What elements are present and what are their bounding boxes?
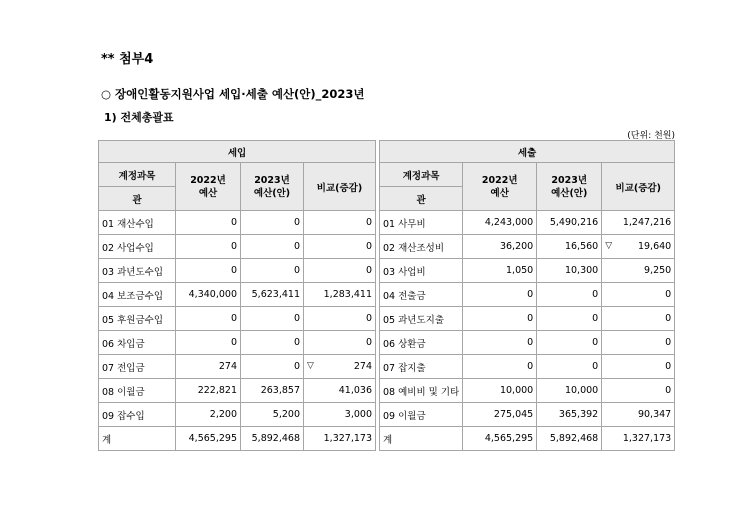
budget-diff <box>304 379 376 403</box>
expense-heading: 세출 <box>380 141 675 163</box>
account-name <box>380 307 463 331</box>
budget-2023-value: 5,892,468 <box>549 433 599 444</box>
account-name <box>380 211 463 235</box>
account-name-value: 06 차입금 <box>102 338 145 350</box>
account-name <box>99 355 176 379</box>
budget-2022-value: 0 <box>230 241 237 252</box>
account-name <box>99 283 176 307</box>
expense-table <box>379 140 675 451</box>
budget-2022-value: 0 <box>230 217 237 228</box>
account-name <box>99 235 176 259</box>
budget-2023-value: 5,623,411 <box>251 289 300 300</box>
budget-2022-value: 4,565,295 <box>188 433 237 444</box>
budget-diff-value: 0 <box>665 337 672 348</box>
expense-col-diff: 비교(증감) <box>602 163 675 211</box>
budget-diff <box>304 235 376 259</box>
budget-diff-value: 0 <box>665 313 672 324</box>
budget-diff <box>304 427 376 451</box>
budget-2023-value: 263,857 <box>260 385 300 396</box>
account-name-value: 03 과년도수입 <box>102 266 163 278</box>
budget-2023-value: 10,000 <box>564 385 599 396</box>
budget-diff <box>602 331 675 355</box>
table-row <box>380 331 675 355</box>
table-row <box>99 283 376 307</box>
income-col-account: 계정과목 <box>99 163 176 187</box>
budget-2022 <box>463 211 537 235</box>
budget-2023-value: 10,300 <box>564 265 599 276</box>
budget-2023 <box>537 355 602 379</box>
budget-2022 <box>463 403 537 427</box>
account-name <box>380 427 463 451</box>
budget-2022 <box>463 259 537 283</box>
budget-2022-value: 0 <box>230 313 237 324</box>
budget-diff <box>304 307 376 331</box>
budget-2022-value: 222,821 <box>197 385 237 396</box>
account-name-value: 05 후원금수입 <box>102 314 163 326</box>
table-row <box>99 211 376 235</box>
budget-2023-value: 0 <box>592 289 599 300</box>
budget-2023 <box>241 283 304 307</box>
account-name <box>99 403 176 427</box>
attachment-label: ** 첨부4 <box>101 52 154 67</box>
account-name <box>380 259 463 283</box>
expense-col-2022: 2022년 예산 <box>463 163 537 211</box>
account-name-value: 08 이월금 <box>102 386 145 398</box>
budget-diff <box>602 355 675 379</box>
account-name <box>99 211 176 235</box>
budget-diff <box>304 331 376 355</box>
table-row <box>380 355 675 379</box>
budget-diff-value: 41,036 <box>338 385 372 396</box>
budget-diff-value: 1,327,173 <box>323 433 372 444</box>
table-row <box>99 355 376 379</box>
account-name-value: 06 상환금 <box>383 338 426 350</box>
budget-2023-value: 0 <box>592 361 599 372</box>
account-name-value: 07 전입금 <box>102 362 145 374</box>
budget-2023 <box>241 355 304 379</box>
budget-2022 <box>463 235 537 259</box>
budget-2022-value: 2,200 <box>209 409 237 420</box>
budget-2023 <box>241 379 304 403</box>
budget-2023-value: 0 <box>592 313 599 324</box>
unit-note: (단위: 천원) <box>627 131 675 141</box>
budget-diff-value: 90,347 <box>637 409 672 420</box>
budget-diff <box>602 235 675 259</box>
account-name-value: 04 보조금수입 <box>102 290 163 302</box>
budget-diff <box>304 355 376 379</box>
decrease-triangle-icon: ▽ <box>605 241 613 251</box>
budget-2023 <box>537 427 602 451</box>
budget-diff-value: 19,640 <box>637 241 672 252</box>
budget-diff <box>602 307 675 331</box>
table-row <box>380 403 675 427</box>
section-title: 1) 전체총괄표 <box>104 111 174 124</box>
budget-2022 <box>176 427 241 451</box>
account-name-value: 04 전출금 <box>383 290 426 302</box>
budget-2023 <box>241 331 304 355</box>
budget-2022-value: 0 <box>527 313 534 324</box>
budget-2023 <box>537 331 602 355</box>
budget-diff-value: 9,250 <box>644 265 672 276</box>
table-row <box>99 427 376 451</box>
budget-diff <box>602 283 675 307</box>
budget-2022-value: 4,565,295 <box>484 433 534 444</box>
income-col-sub: 관 <box>99 187 176 211</box>
budget-2022-value: 0 <box>230 337 237 348</box>
budget-diff-value: 3,000 <box>344 409 372 420</box>
account-name-value: 09 잡수입 <box>102 410 145 422</box>
budget-2023-value: 0 <box>293 217 300 228</box>
budget-2022-value: 1,050 <box>506 265 534 276</box>
budget-2023-value: 0 <box>293 313 300 324</box>
budget-2022-value: 4,340,000 <box>188 289 237 300</box>
budget-diff-value: 0 <box>365 217 372 228</box>
budget-2022-value: 0 <box>527 337 534 348</box>
income-table <box>98 140 376 451</box>
table-row <box>380 379 675 403</box>
budget-2022-value: 0 <box>230 265 237 276</box>
account-name-value: 05 과년도지출 <box>383 314 444 326</box>
income-col-2022: 2022년 예산 <box>176 163 241 211</box>
table-row <box>99 307 376 331</box>
budget-diff-value: 0 <box>365 265 372 276</box>
budget-2023 <box>241 259 304 283</box>
budget-2023 <box>241 403 304 427</box>
budget-2023-value: 0 <box>293 241 300 252</box>
budget-2022 <box>176 259 241 283</box>
expense-col-sub: 관 <box>380 187 463 211</box>
budget-2022 <box>463 427 537 451</box>
table-row <box>99 403 376 427</box>
budget-diff <box>602 403 675 427</box>
budget-2023-value: 5,892,468 <box>251 433 300 444</box>
account-name <box>99 259 176 283</box>
budget-2023 <box>241 211 304 235</box>
budget-diff <box>304 211 376 235</box>
account-name-value: 07 잡지출 <box>383 362 426 374</box>
table-row <box>380 283 675 307</box>
budget-diff-value: 0 <box>365 313 372 324</box>
account-name-value: 08 예비비 및 기타 <box>383 386 460 398</box>
budget-diff <box>602 379 675 403</box>
budget-2022 <box>463 283 537 307</box>
table-row <box>380 427 675 451</box>
budget-diff <box>602 211 675 235</box>
budget-2022 <box>463 331 537 355</box>
document-title: ○ 장애인활동지원사업 세입·세출 예산(안)_2023년 <box>101 87 365 101</box>
budget-2022-value: 10,000 <box>499 385 534 396</box>
budget-2023 <box>537 403 602 427</box>
account-name <box>380 355 463 379</box>
table-row <box>99 259 376 283</box>
budget-diff <box>304 259 376 283</box>
budget-2023 <box>537 235 602 259</box>
budget-diff <box>304 403 376 427</box>
budget-2023-value: 5,200 <box>272 409 300 420</box>
budget-2022 <box>463 379 537 403</box>
account-name-value: 03 사업비 <box>383 266 426 278</box>
table-row <box>99 331 376 355</box>
budget-2023-value: 0 <box>592 337 599 348</box>
budget-2022-value: 0 <box>527 361 534 372</box>
expense-rows <box>380 211 675 451</box>
budget-2023 <box>537 283 602 307</box>
budget-2022 <box>176 307 241 331</box>
budget-diff-value: 0 <box>665 289 672 300</box>
account-name-value: 09 이월금 <box>383 410 426 422</box>
account-name-value: 계 <box>383 434 393 446</box>
decrease-triangle-icon: ▽ <box>307 361 314 371</box>
budget-diff-value: 0 <box>365 337 372 348</box>
income-rows <box>99 211 376 451</box>
budget-2022 <box>176 403 241 427</box>
budget-2023-value: 365,392 <box>558 409 599 420</box>
budget-2023-value: 5,490,216 <box>549 217 599 228</box>
budget-diff <box>602 259 675 283</box>
table-row <box>380 211 675 235</box>
account-name <box>99 427 176 451</box>
budget-diff-value: 1,327,173 <box>622 433 672 444</box>
table-row <box>99 235 376 259</box>
expense-col-account: 계정과목 <box>380 163 463 187</box>
budget-2022-value: 36,200 <box>499 241 534 252</box>
budget-2023-value: 16,560 <box>564 241 599 252</box>
table-row <box>380 307 675 331</box>
account-name <box>380 235 463 259</box>
budget-2023 <box>241 307 304 331</box>
expense-col-2023: 2023년 예산(안) <box>537 163 602 211</box>
budget-2022-value: 4,243,000 <box>484 217 534 228</box>
budget-diff-value: 0 <box>665 361 672 372</box>
account-name-value: 01 사무비 <box>383 218 426 230</box>
table-row <box>380 259 675 283</box>
account-name-value: 계 <box>102 434 112 446</box>
account-name <box>380 403 463 427</box>
budget-2023 <box>537 307 602 331</box>
budget-2023-value: 0 <box>293 265 300 276</box>
budget-2022-value: 0 <box>527 289 534 300</box>
budget-2022 <box>176 283 241 307</box>
budget-2023 <box>241 427 304 451</box>
budget-2023-value: 0 <box>293 337 300 348</box>
budget-summary <box>98 140 675 451</box>
budget-diff-value: 0 <box>665 385 672 396</box>
budget-diff-value: 274 <box>353 361 372 372</box>
account-name <box>380 331 463 355</box>
budget-2023 <box>537 259 602 283</box>
table-row <box>99 379 376 403</box>
budget-diff <box>602 427 675 451</box>
account-name <box>99 307 176 331</box>
income-col-2023: 2023년 예산(안) <box>241 163 304 211</box>
budget-2022 <box>176 355 241 379</box>
income-col-diff: 비교(증감) <box>304 163 376 211</box>
budget-2022 <box>463 307 537 331</box>
budget-diff-value: 0 <box>365 241 372 252</box>
budget-diff <box>304 283 376 307</box>
income-heading: 세입 <box>99 141 376 163</box>
budget-2022-value: 275,045 <box>493 409 534 420</box>
account-name <box>99 331 176 355</box>
budget-2022-value: 274 <box>218 361 237 372</box>
budget-2022 <box>176 235 241 259</box>
budget-2022 <box>176 331 241 355</box>
account-name <box>380 379 463 403</box>
account-name-value: 01 재산수입 <box>102 218 154 230</box>
account-name <box>380 283 463 307</box>
budget-2023 <box>537 211 602 235</box>
table-row <box>380 235 675 259</box>
budget-diff-value: 1,247,216 <box>622 217 672 228</box>
budget-2022 <box>176 211 241 235</box>
account-name <box>99 379 176 403</box>
budget-2023 <box>241 235 304 259</box>
budget-2023-value: 0 <box>293 361 300 372</box>
budget-2022 <box>176 379 241 403</box>
account-name-value: 02 사업수입 <box>102 242 154 254</box>
budget-diff-value: 1,283,411 <box>323 289 372 300</box>
budget-2022 <box>463 355 537 379</box>
account-name-value: 02 재산조성비 <box>383 242 444 254</box>
budget-2023 <box>537 379 602 403</box>
